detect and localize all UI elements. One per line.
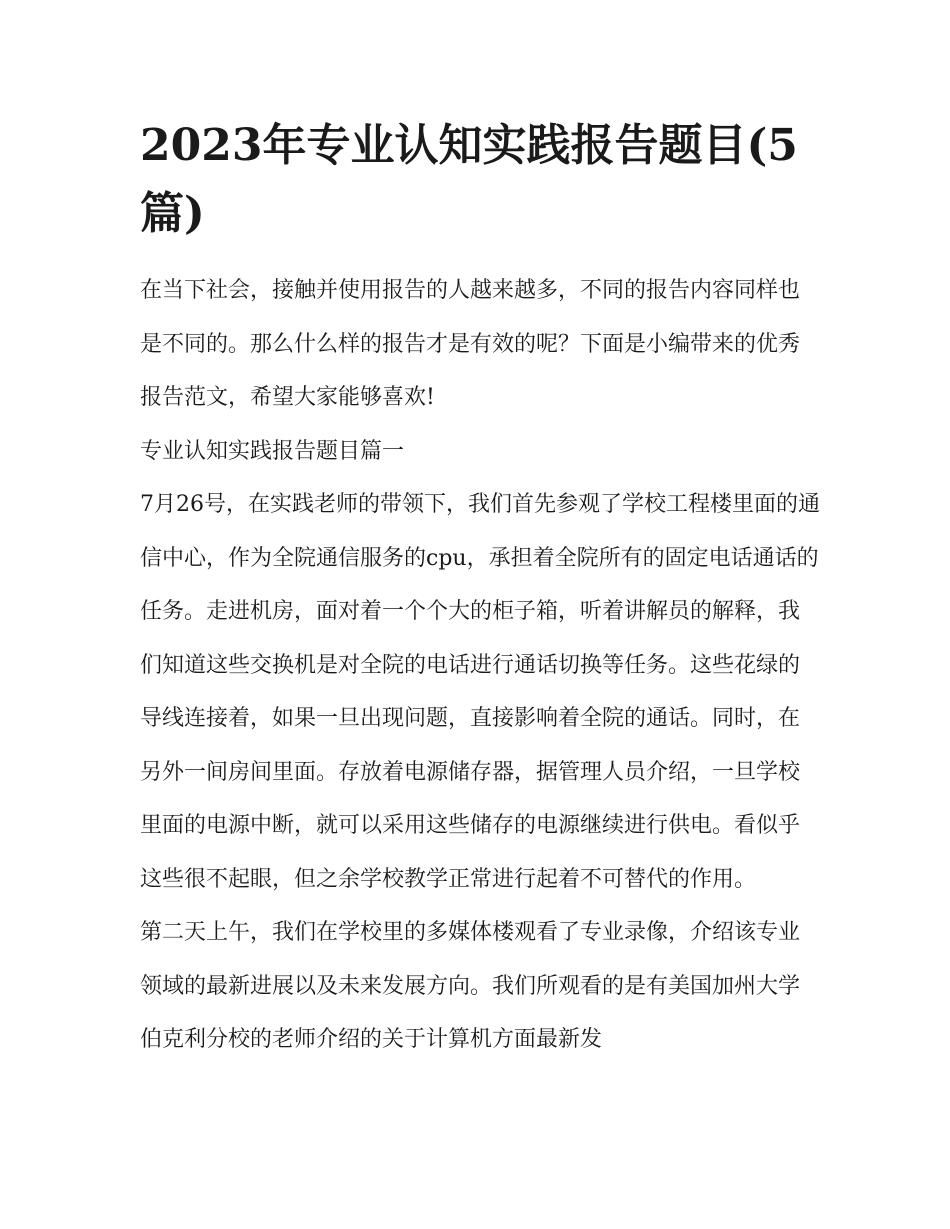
- section-heading: 专业认知实践报告题目篇一: [140, 438, 405, 464]
- document-title: 2023年专业认知实践报告题目(5篇): [140, 120, 798, 239]
- body-paragraph: 第二天上午，我们在学校里的多媒体楼观看了专业录像，介绍该专业领域的最新进展以及未来发展方向。我们所观看的是有美国加州大学伯克利分校的老师介绍的关于计算机方面最新发: [140, 920, 801, 1052]
- document-page: [140, 112, 820, 1067]
- intro-paragraph: 在当下社会，接触并使用报告的人越来越多，不同的报告内容同样也是不同的。那么什么样的报告才是有效的呢？下面是小编带来的优秀报告范文，希望大家能够喜欢!: [140, 278, 801, 410]
- body-paragraph: 7月26号，在实践老师的带领下，我们首先参观了学校工程楼里面的通信中心，作为全院通信服务的cpu，承担着全院所有的固定电话通话的任务。走进机房，面对着一个个大的柜子箱，听着讲解员的解释，我们知道这些交换机是对全院的电话进行通话切换等任务。这些花绿的导线连接着，如果一旦出现问题，直接影响着全院的通话。同时，在另外一间房间里面。存放着电源储存器，据管理人员介绍，一旦学校里面的电源中断，就可以采用这些储存的电源继续进行供电。看似乎这些很不起眼，但之余学校教学正常进行起着不可替代的作用。: [140, 492, 820, 892]
